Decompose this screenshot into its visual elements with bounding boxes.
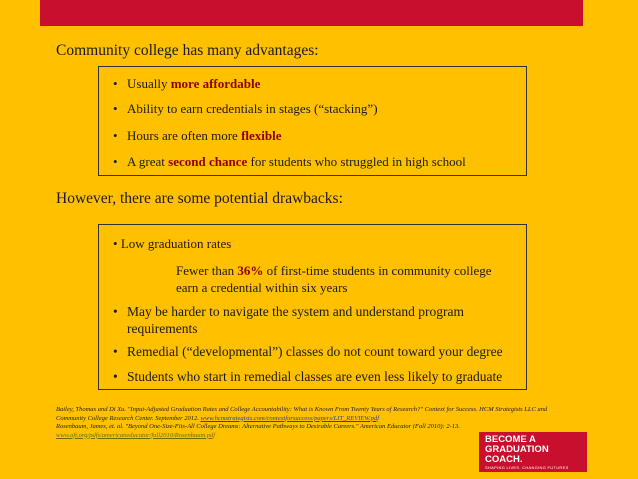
drawback-item: • Low graduation rates xyxy=(113,236,232,251)
advantage-item: • Hours are often more flexible xyxy=(113,128,282,143)
bullet: • xyxy=(113,236,118,251)
reference-1-link[interactable]: www.hcmstrategists.com/contextforsuccess/papers/LIT_REVIEW.pdf xyxy=(200,414,380,422)
highlight-text: 36% xyxy=(237,263,264,278)
drawbacks-heading: However, there are some potential drawbacks: xyxy=(56,190,343,207)
advantages-heading: Community college has many advantages: xyxy=(56,42,319,59)
drawback-subtext: Fewer than 36% of first-time students in community college earn a credential within six years xyxy=(176,263,492,295)
bullet: • xyxy=(113,344,118,359)
highlight-text: flexible xyxy=(241,128,282,143)
drawback-item: • May be harder to navigate the system and understand program requirements xyxy=(113,304,465,336)
reference-2: Rosenbaum, James, et. al. "Beyond One-Size-Fits-All College Dreams: Alternative Pathways to Desirable Careers." American Educator (Fall 2010): 2-13. xyxy=(56,423,460,430)
drawback-item: • Remedial (“developmental”) classes do not count toward your degree xyxy=(113,344,503,359)
bullet: • xyxy=(113,154,118,169)
highlight-text: second chance xyxy=(168,154,248,169)
reference-2-link[interactable]: www.aft.org/pdfs/americaneducator/fall2010/Rosenbaum.pdf xyxy=(56,431,216,439)
top-banner xyxy=(40,0,583,26)
reference-1: Bailey, Thomas and Di Xu. "Input-Adjusted Graduation Rates and College Accountability: What is Known From Twenty Years of Research?" Context for Success. HCM Strategists LLC and Community College Research Center. September 2012. xyxy=(56,406,548,422)
drawbacks-box xyxy=(98,224,527,390)
bullet: • xyxy=(113,76,118,91)
advantage-item: • A great second chance for students who struggled in high school xyxy=(113,154,466,169)
drawback-item: • Students who start in remedial classes are even less likely to graduate xyxy=(113,369,503,384)
highlight-text: more affordable xyxy=(170,76,261,91)
bullet: • xyxy=(113,369,118,384)
bullet: • xyxy=(113,101,118,116)
bullet: • xyxy=(113,304,118,319)
graduation-coach-logo: BECOME A GRADUATION COACH. SHAPING LIVES. CHANGING FUTURES xyxy=(479,432,587,472)
bullet: • xyxy=(113,128,118,143)
advantages-box xyxy=(98,66,527,176)
advantage-item: • Usually more affordable xyxy=(113,76,261,91)
advantage-item: • Ability to earn credentials in stages (“stacking”) xyxy=(113,101,378,116)
